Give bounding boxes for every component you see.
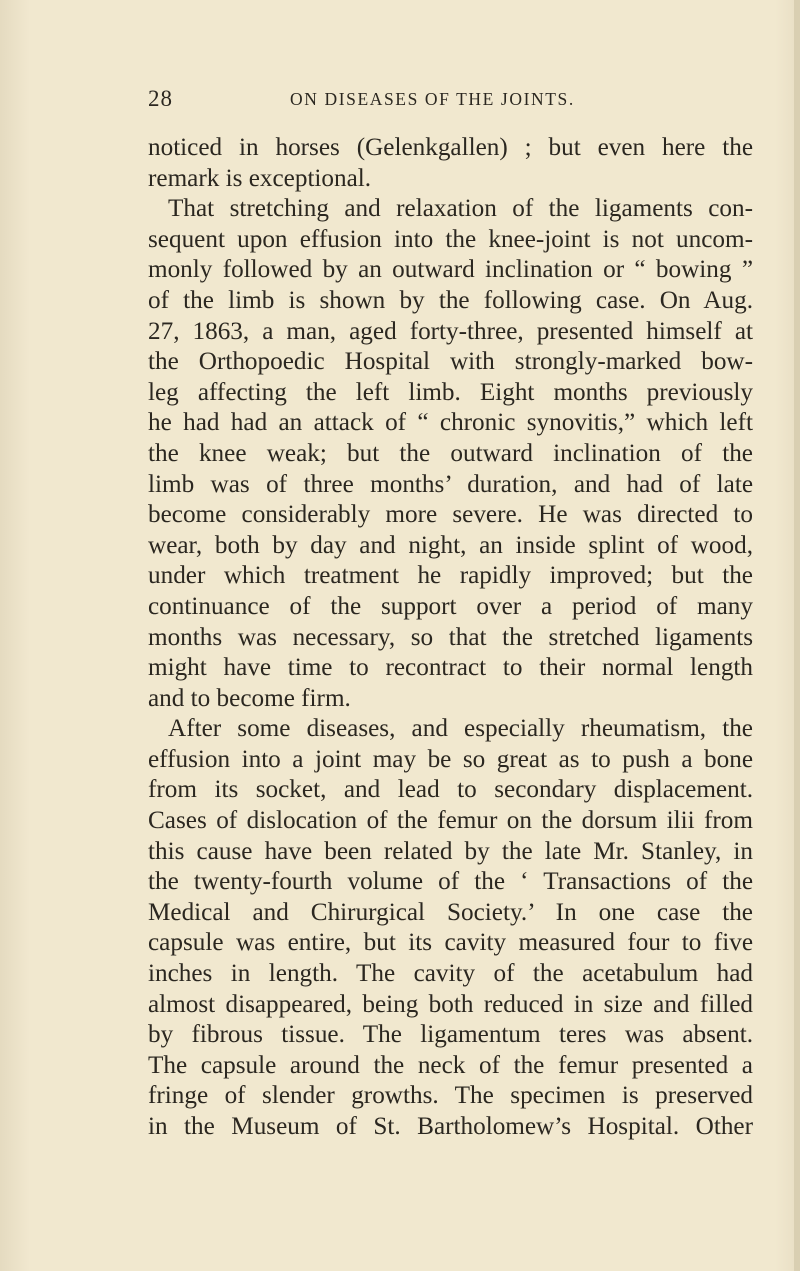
text-line: The capsule around the neck of the femur presented a — [148, 1051, 753, 1079]
text-line: noticed in horses (Gelenkgallen) ; but even here the — [148, 134, 753, 161]
text-line: 27, 1863, a man, aged forty-three, presented himself at — [148, 317, 753, 345]
page-edge — [794, 0, 800, 1271]
text-line: the knee weak; but the outward inclination of the — [148, 439, 753, 467]
text-line: After some diseases, and especially rheumatism, the — [168, 715, 753, 743]
text-line: wear, both by day and night, an inside splint of wood, — [148, 531, 753, 559]
text-line: under which treatment he rapidly improved; but the — [148, 562, 753, 590]
text-line: leg affecting the left limb. Eight months previously — [148, 378, 753, 406]
text-line: limb was of three months’ duration, and had of late — [148, 470, 753, 498]
text-line: effusion into a joint may be so great as to push a bone — [148, 745, 753, 773]
text-line: monly followed by an outward inclination or “ bowing ” — [148, 256, 753, 284]
text-line: almost disappeared, being both reduced in size and filled — [148, 990, 753, 1018]
page-number: 28 — [148, 86, 173, 111]
text-line: fringe of slender growths. The specimen is preserved — [148, 1082, 753, 1110]
text-line: remark is exceptional. — [148, 164, 372, 192]
text-line: continuance of the support over a period of many — [148, 592, 753, 620]
body-text — [148, 133, 753, 1143]
text-line: this cause have been related by the late Mr. Stanley, in — [148, 837, 753, 865]
text-line: the twenty-fourth volume of the ‘ Transactions of the — [148, 868, 753, 896]
page-header — [148, 86, 748, 116]
text-line: and to become firm. — [148, 684, 351, 712]
text-line: become considerably more severe. He was directed to — [148, 501, 753, 529]
text-line: of the limb is shown by the following case. On Aug. — [148, 286, 753, 314]
text-line: That stretching and relaxation of the ligaments con- — [168, 195, 753, 223]
text-line: by fibrous tissue. The ligamentum teres was absent. — [148, 1021, 753, 1049]
running-head: ON DISEASES OF THE JOINTS. — [290, 89, 575, 109]
text-line: from its socket, and lead to secondary displacement. — [148, 776, 753, 804]
text-line: he had had an attack of “ chronic synovitis,” which left — [148, 409, 753, 437]
text-line: the Orthopoedic Hospital with strongly-marked bow- — [148, 348, 753, 376]
text-line: Cases of dislocation of the femur on the dorsum ilii from — [148, 807, 753, 835]
text-line: inches in length. The cavity of the acetabulum had — [148, 960, 753, 988]
text-line: sequent upon effusion into the knee-joint is not uncom- — [148, 225, 753, 253]
text-line: might have time to recontract to their normal length — [148, 654, 753, 682]
text-line: months was necessary, so that the stretched ligaments — [148, 623, 753, 651]
text-line: Medical and Chirurgical Society.’ In one case the — [148, 898, 753, 926]
text-line: capsule was entire, but its cavity measured four to five — [148, 929, 753, 957]
text-line: in the Museum of St. Bartholomew’s Hospital. Other — [148, 1113, 753, 1140]
